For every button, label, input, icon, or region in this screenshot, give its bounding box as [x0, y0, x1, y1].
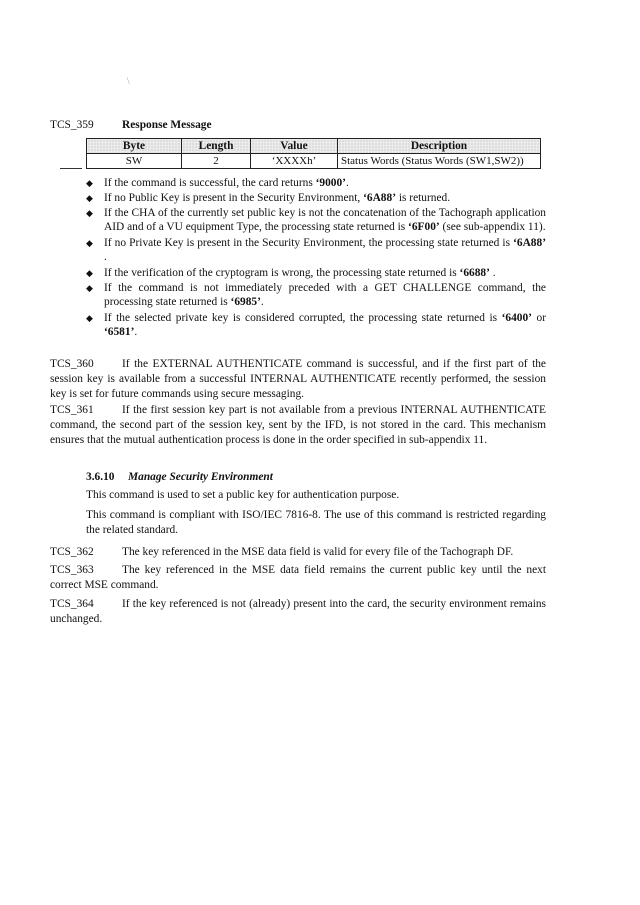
list-item: ◆ If the selected private key is considered corrupted, the processing state returned is ‘6400’ or ‘6581’.	[86, 312, 546, 338]
table-rule	[60, 168, 82, 169]
subsection-number: 3.6.10	[86, 471, 115, 483]
requirement-id: TCS_361	[50, 404, 94, 416]
intro-text: This command is compliant with ISO/IEC 7816-8. The use of this command is restricted regarding the related standard.	[86, 509, 546, 536]
status-code: ‘6688’	[459, 267, 490, 279]
status-code: ‘6985’	[230, 296, 261, 308]
list-item: ◆ If the CHA of the currently set public key is not the concatenation of the Tachograph application AID and of a VU equipment Type, the processing state returned is ‘6F00’ (see sub-appendix 11).	[86, 207, 546, 233]
requirement-id: TCS_360	[50, 358, 94, 370]
requirement-id: TCS_364	[50, 598, 94, 610]
status-code: ‘6581’	[104, 326, 135, 338]
requirement-id: TCS_359	[50, 119, 94, 131]
table-row	[87, 154, 541, 169]
requirement-text: If the first session key part is not available from a previous INTERNAL AUTHENTICATE command, the second part of the session key, sent by the IFD, is not stored in the card. This mechanism ensures that the mutual authentication process is done in the order specified in sub-appendix 11.	[50, 404, 546, 446]
requirement-text: If the EXTERNAL AUTHENTICATE command is successful, and if the first part of the session key is available from a successful INTERNAL AUTHENTICATE recently performed, the session key is set for future commands using secure messaging.	[50, 358, 546, 400]
requirement-id: TCS_363	[50, 564, 94, 576]
table-cell: SW	[87, 154, 182, 169]
bullet-icon: ◆	[86, 178, 93, 188]
status-code: ‘6A88’	[513, 237, 546, 249]
bullet-icon: ◆	[86, 208, 93, 218]
requirement-text: The key referenced in the MSE data field remains the current public key until the next correct MSE command.	[50, 564, 546, 591]
list-item: ◆ If no Public Key is present in the Security Environment, ‘6A88’ is returned.	[86, 192, 451, 204]
requirement-paragraph	[50, 563, 546, 593]
table-cell: Status Words (Status Words (SW1,SW2))	[338, 154, 541, 169]
table-cell: ‘XXXXh’	[251, 154, 338, 169]
requirement-id: TCS_362	[50, 546, 94, 558]
bullet-icon: ◆	[86, 313, 93, 323]
status-code: ‘6A88’	[363, 192, 396, 204]
status-code: ‘9000’	[315, 177, 346, 189]
requirement-paragraph	[50, 597, 546, 627]
table-cell: 2	[182, 154, 251, 169]
table-header-cell: Byte	[87, 139, 182, 154]
scan-mark: \	[127, 76, 130, 86]
requirement-text: The key referenced in the MSE data field is valid for every file of the Tachograph DF.	[122, 546, 514, 558]
list-item: ◆ If the command is not immediately preceded with a GET CHALLENGE command, the processing state returned is ‘6985’.	[86, 282, 546, 308]
subsection-title: Manage Security Environment	[128, 471, 273, 483]
bullet-icon: ◆	[86, 268, 93, 278]
table-header-cell: Length	[182, 139, 251, 154]
section-heading	[50, 119, 212, 131]
requirement-paragraph	[50, 357, 546, 402]
requirement-paragraph	[50, 545, 546, 560]
list-item: ◆ If no Private Key is present in the Security Environment, the processing state returned is ‘6A88’ .	[86, 237, 546, 263]
table-header-cell: Value	[251, 139, 338, 154]
requirement-text: If the key referenced is not (already) present into the card, the security environment remains unchanged.	[50, 598, 546, 625]
bullet-icon: ◆	[86, 238, 93, 248]
list-item: ◆ If the verification of the cryptogram is wrong, the processing state returned is ‘6688’ .	[86, 267, 496, 279]
requirement-paragraph	[50, 403, 546, 448]
section-title: Response Message	[122, 119, 212, 131]
bullet-icon: ◆	[86, 193, 93, 203]
response-table	[86, 138, 541, 169]
subsection-heading	[86, 471, 273, 483]
bullet-icon: ◆	[86, 283, 93, 293]
list-item: ◆ If the command is successful, the card returns ‘9000’.	[86, 177, 349, 189]
intro-text: This command is used to set a public key for authentication purpose.	[86, 489, 400, 501]
table-header-cell: Description	[338, 139, 541, 154]
status-code: ‘6400’	[501, 312, 532, 324]
status-code: ‘6F00’	[408, 221, 440, 233]
response-rules-list	[86, 176, 546, 341]
table-header-row	[87, 139, 541, 154]
